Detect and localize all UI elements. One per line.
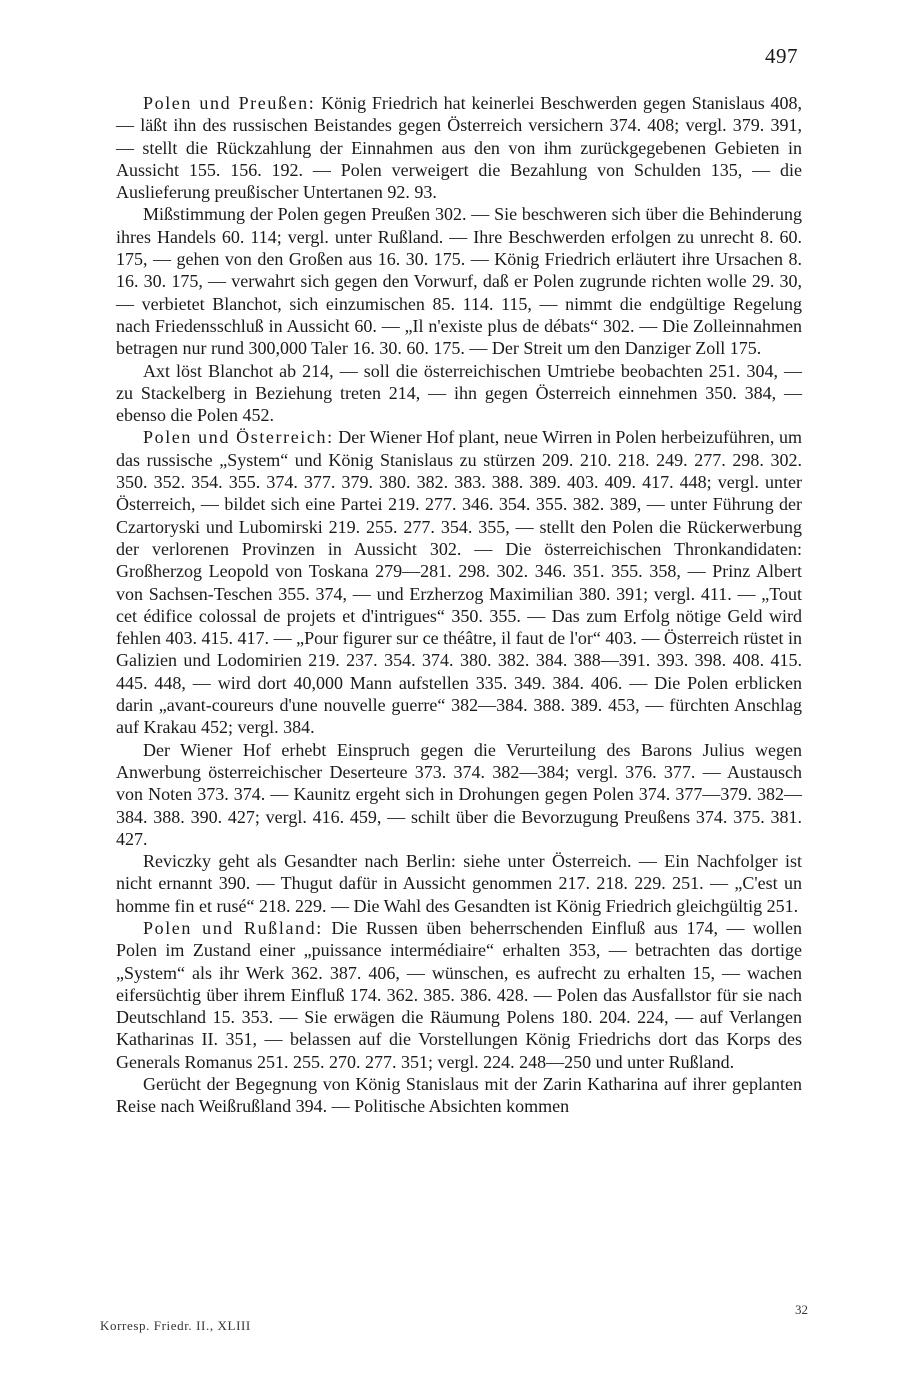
paragraph-axt bbox=[116, 360, 802, 427]
paragraph-geruecht bbox=[116, 1073, 802, 1118]
section-heading: Polen und Österreich: bbox=[143, 427, 334, 448]
paragraph-wiener-hof bbox=[116, 739, 802, 850]
paragraph-text: Der Wiener Hof erhebt Einspruch gegen die Verurteilung des Barons Julius wegen Anwerbung österreichischer Deserteure 373. 374. 382—384; vergl. 376. 377. — Austausch von Noten 373. 374. — Kaunitz ergeht sich in Drohungen gegen Polen 374. 377—379. 382—384. 388. 390. 427; vergl. 416. 459, — schilt über die Bevorzugung Preußens 374. 375. 381. 427. bbox=[116, 739, 802, 849]
index-text-body bbox=[116, 92, 802, 1118]
paragraph-text: Der Wiener Hof plant, neue Wirren in Polen herbeizuführen, um das russische „System“ und König Stanislaus zu stürzen 209. 210. 218. 249. 277. 298. 302. 350. 352. 354. 355. 374. 377. 379. 380. 382. 383. 388. 389. 403. 409. 417. 448; vergl. unter Österreich, — bildet sich eine Partei 219. 277. 346. 354. 355. 382. 389, — unter Führung der Czartoryski und Lubomirski 219. 255. 277. 354. 355, — stellt den Polen die Rückerwerbung der verlorenen Provinzen in Aussicht 302. — Die österreichischen Thronkandidaten: Großherzog Leopold von Toskana 279—281. 298. 302. 346. 351. 355. 358, — Prinz Albert von Sachsen-Teschen 355. 374, — und Erzherzog Maximilian 380. 391; vergl. 411. — „Tout cet édifice colossal de projets et d'intrigues“ 350. 355. — Das zum Erfolg nötige Geld wird fehlen 403. 415. 417. — „Pour figurer sur ce théâtre, il faut de l'or“ 403. — Österreich rüstet in Galizien und Lodomirien 219. 237. 354. 374. 380. 382. 384. 388—391. 393. 398. 408. 415. 445. 448, — wird dort 40,000 Mann aufstellen 335. 349. 384. 406. — Die Polen erblicken darin „avant-coureurs d'une nouvelle guerre“ 382—384. 388. 389. 453, — fürchten Anschlag auf Krakau 452; vergl. 384. bbox=[116, 427, 802, 738]
footer-source: Korresp. Friedr. II., XLIII bbox=[100, 1318, 251, 1333]
page-number: 497 bbox=[765, 44, 798, 68]
paragraph-missstimmung bbox=[116, 203, 802, 359]
paragraph-text: Reviczky geht als Gesandter nach Berlin: siehe unter Österreich. — Ein Nachfolger ist nicht ernannt 390. — Thugut dafür in Aussicht genommen 217. 218. 229. 251. — „C'est un homme fin et rusé“ 218. 229. — Die Wahl des Gesandten ist König Friedrich gleichgültig 251. bbox=[116, 851, 802, 916]
section-heading: Polen und Rußland: bbox=[143, 917, 323, 938]
signature-mark: 32 bbox=[795, 1302, 808, 1317]
paragraph-polen-russland bbox=[116, 917, 802, 1073]
paragraph-polen-preussen bbox=[116, 92, 802, 203]
section-heading: Polen und Preußen: bbox=[143, 93, 316, 113]
paragraph-polen-oesterreich bbox=[116, 426, 802, 738]
paragraph-reviczky bbox=[116, 850, 802, 917]
paragraph-text: König Friedrich hat keinerlei Beschwerden gegen Stanislaus 408, — läßt ihn des russischen Beistandes gegen Österreich versichern 374. 408; vergl. 379. 391, — stellt die Rückzahlung der Einnahmen aus den von ihm zurückgegebenen Gebieten in Aussicht 155. 156. 192. — Polen verweigert die Bezahlung von Schulden 135, — die Auslieferung preußischer Untertanen 92. 93. bbox=[116, 93, 802, 203]
paragraph-text: Mißstimmung der Polen gegen Preußen 302. — Sie beschweren sich über die Behinderung ihres Handels 60. 114; vergl. unter Rußland. — Ihre Beschwerden erfolgen zu unrecht 8. 60. 175, — gehen von den Großen aus 16. 30. 175. — König Friedrich erläutert ihre Ursachen 8. 16. 30. 175, — verwahrt sich gegen den Vorwurf, daß er Polen zugrunde richten wolle 29. 30, — verbietet Blanchot, sich einzumischen 85. 114. 115, — nimmt die endgültige Regelung nach Friedensschluß in Aussicht 60. — „Il n'existe plus de débats“ 302. — Die Zolleinnahmen betragen nur rund 300,000 Taler 16. 30. 60. 175. — Der Streit um den Danziger Zoll 175. bbox=[116, 204, 802, 359]
paragraph-text: Gerücht der Begegnung von König Stanislaus mit der Zarin Katharina auf ihrer geplanten Reise nach Weißrußland 394. — Politische Absichten kommen bbox=[116, 1074, 802, 1117]
paragraph-text: Axt löst Blanchot ab 214, — soll die österreichischen Umtriebe beobachten 251. 304, — zu Stackelberg in Beziehung treten 214, — ihn gegen Österreich einnehmen 350. 384, — ebenso die Polen 452. bbox=[116, 360, 802, 426]
paragraph-text: Die Russen üben beherrschenden Einfluß aus 174, — wollen Polen im Zustand einer „puissance intermédiaire“ erhalten 353, — betrachten das dortige „System“ als ihr Werk 362. 387. 406, — wünschen, es aufrecht zu erhalten 15, — wachen eifersüchtig über ihrem Einfluß 174. 362. 385. 386. 428. — Polen das Ausfallstor für sie nach Deutschland 15. 353. — Sie erwägen die Räumung Polens 180. 204. 224, — auf Verlangen Katharinas II. 351, — belassen auf die Vorstellungen König Friedrichs dort das Korps des Generals Romanus 251. 255. 270. 277. 351; vergl. 224. 248—250 und unter Rußland. bbox=[116, 917, 802, 1072]
